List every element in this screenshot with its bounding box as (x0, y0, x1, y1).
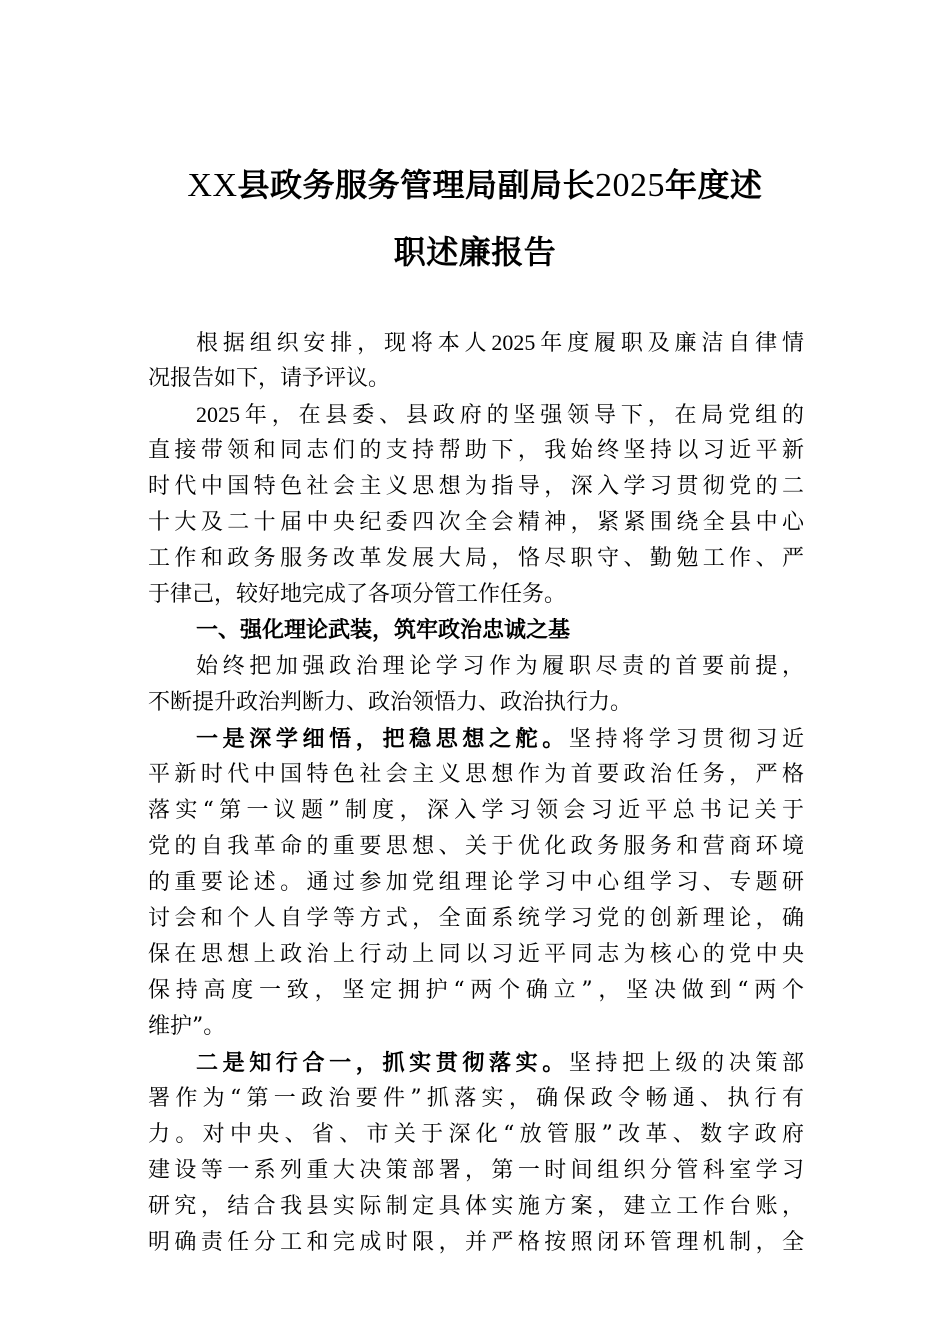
text-line: 时代中国特色社会主义思想为指导，深入学习贯彻党的二 (148, 474, 804, 499)
title-text-a: 县政务服务管理局副局长 (237, 166, 596, 204)
text-line: 维护”。 (148, 1014, 226, 1039)
text-line: 直接带领和同志们的支持帮助下，我始终坚持以习近平新 (148, 438, 804, 463)
text-line: 明确责任分工和完成时限，并严格按照闭环管理机制，全 (148, 1230, 804, 1255)
text-line: 不断提升政治判断力、政治领悟力、政治执行力。 (148, 690, 633, 715)
text-line: 十大及二十届中央纪委四次全会精神，紧紧围绕全县中心 (148, 510, 804, 535)
text-line: 保持高度一致，坚定拥护“两个确立”，坚决做到“两个 (148, 978, 804, 1003)
text-line: 根据组织安排，现将本人2025年度履职及廉洁自律情 (196, 330, 804, 356)
text-line: 建设等一系列重大决策部署，第一时间组织分管科室学习 (148, 1158, 804, 1183)
title-prefix: XX (187, 167, 238, 204)
bold-lead: 一是深学细悟，把稳思想之舵。 (196, 726, 569, 752)
section-heading: 一、强化理论武装，筑牢政治忠诚之基 (196, 618, 571, 643)
text-line: 党的自我革命的重要思想、关于优化政务服务和营商环境 (148, 834, 804, 859)
text-line: 落实“第一议题”制度，深入学习领会习近平总书记关于 (148, 798, 804, 823)
text-line: 一是深学细悟，把稳思想之舵。坚持将学习贯彻习近 (196, 726, 804, 752)
text-line: 的重要论述。通过参加党组理论学习中心组学习、专题研 (148, 870, 804, 895)
document-title-line-2: 职述廉报告 (393, 233, 557, 271)
title-text-b: 年度述 (665, 166, 763, 204)
text-line: 研究，结合我县实际制定具体实施方案，建立工作台账， (148, 1194, 804, 1219)
text-line: 平新时代中国特色社会主义思想作为首要政治任务，严格 (148, 762, 804, 787)
text-line: 始终把加强政治理论学习作为履职尽责的首要前提， (196, 654, 804, 679)
title-year: 2025 (595, 167, 666, 204)
text-line: 二是知行合一，抓实贯彻落实。坚持把上级的决策部 (196, 1050, 804, 1076)
bold-lead: 二是知行合一，抓实贯彻落实。 (196, 1050, 569, 1076)
text-line: 力。对中央、省、市关于深化“放管服”改革、数字政府 (148, 1122, 804, 1147)
document-title-line-1 (120, 165, 830, 206)
text-line: 保在思想上政治上行动上同以习近平同志为核心的党中央 (148, 942, 804, 967)
text-line: 2025年，在县委、县政府的坚强领导下，在局党组的 (196, 402, 804, 428)
text-line: 讨会和个人自学等方式，全面系统学习党的创新理论，确 (148, 906, 804, 931)
text-line: 署作为“第一政治要件”抓落实，确保政令畅通、执行有 (148, 1086, 804, 1111)
text-line: 况报告如下，请予评议。 (148, 366, 391, 391)
text-line: 工作和政务服务改革发展大局，恪尽职守、勤勉工作、严 (148, 546, 804, 571)
text-line: 于律己，较好地完成了各项分管工作任务。 (148, 582, 567, 607)
